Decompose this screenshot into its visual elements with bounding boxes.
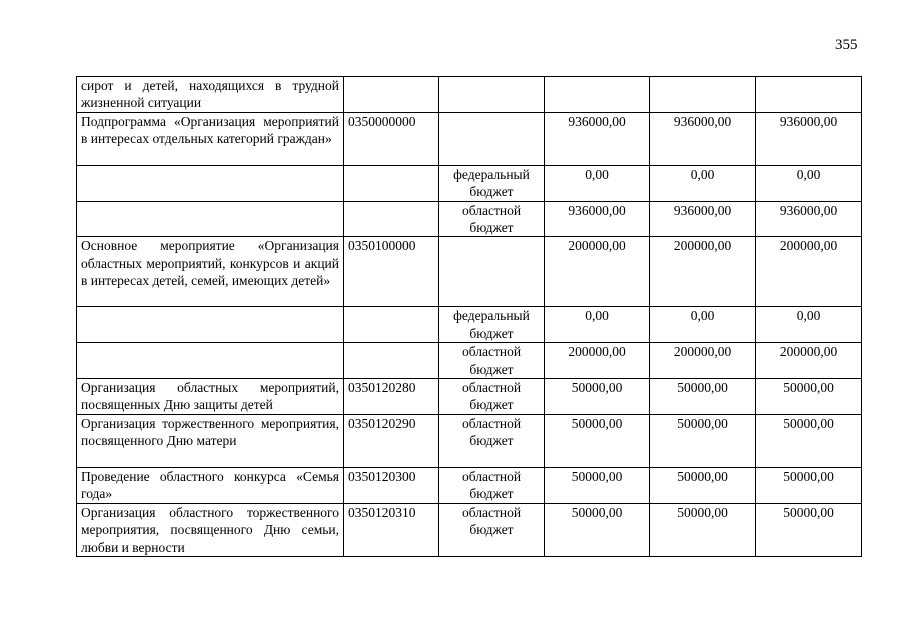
program-name-cell <box>77 165 344 201</box>
budget-table <box>76 76 862 557</box>
table-row <box>77 201 862 237</box>
amount-year2-cell: 936000,00 <box>650 112 756 165</box>
table-row <box>77 467 862 503</box>
target-code-cell: 0350120300 <box>344 467 439 503</box>
amount-year2-cell: 0,00 <box>650 307 756 343</box>
program-name-cell: сирот и детей, находящихся в трудной жизненной ситуации <box>77 77 344 113</box>
program-name-cell <box>77 343 344 379</box>
funding-source-cell: областной бюджет <box>439 414 545 467</box>
amount-year2-cell: 50000,00 <box>650 467 756 503</box>
amount-year3-cell: 200000,00 <box>756 343 862 379</box>
amount-year3-cell: 0,00 <box>756 165 862 201</box>
target-code-cell <box>344 307 439 343</box>
target-code-cell <box>344 201 439 237</box>
program-name-cell: Подпрограмма «Организация мероприятий в интересах отдельных категорий граждан» <box>77 112 344 165</box>
table-row <box>77 379 862 415</box>
table-row <box>77 77 862 113</box>
table-row <box>77 112 862 165</box>
amount-year1-cell <box>545 77 650 113</box>
table-row <box>77 237 862 307</box>
program-name-cell: Организация областных мероприятий, посвященных Дню защиты детей <box>77 379 344 415</box>
amount-year2-cell: 50000,00 <box>650 414 756 467</box>
table-row <box>77 307 862 343</box>
target-code-cell: 0350120310 <box>344 503 439 556</box>
amount-year1-cell: 50000,00 <box>545 503 650 556</box>
table-row <box>77 343 862 379</box>
amount-year1-cell: 200000,00 <box>545 237 650 307</box>
amount-year1-cell: 0,00 <box>545 307 650 343</box>
amount-year3-cell: 936000,00 <box>756 112 862 165</box>
funding-source-cell <box>439 112 545 165</box>
page-number: 355 <box>835 37 858 53</box>
target-code-cell: 0350120280 <box>344 379 439 415</box>
target-code-cell <box>344 343 439 379</box>
amount-year1-cell: 0,00 <box>545 165 650 201</box>
target-code-cell: 0350120290 <box>344 414 439 467</box>
amount-year3-cell: 50000,00 <box>756 414 862 467</box>
program-name-cell: Основное мероприятие «Организация областных мероприятий, конкурсов и акций в интересах детей, семей, имеющих детей» <box>77 237 344 307</box>
amount-year2-cell: 50000,00 <box>650 503 756 556</box>
funding-source-cell: областной бюджет <box>439 343 545 379</box>
target-code-cell: 0350100000 <box>344 237 439 307</box>
table-row <box>77 414 862 467</box>
funding-source-cell: областной бюджет <box>439 503 545 556</box>
amount-year3-cell: 0,00 <box>756 307 862 343</box>
funding-source-cell <box>439 77 545 113</box>
program-name-cell <box>77 307 344 343</box>
amount-year1-cell: 200000,00 <box>545 343 650 379</box>
amount-year1-cell: 50000,00 <box>545 467 650 503</box>
amount-year3-cell: 50000,00 <box>756 379 862 415</box>
program-name-cell: Проведение областного конкурса «Семья года» <box>77 467 344 503</box>
funding-source-cell: областной бюджет <box>439 379 545 415</box>
target-code-cell <box>344 77 439 113</box>
funding-source-cell <box>439 237 545 307</box>
funding-source-cell: областной бюджет <box>439 201 545 237</box>
amount-year1-cell: 936000,00 <box>545 112 650 165</box>
amount-year3-cell <box>756 77 862 113</box>
table-row <box>77 165 862 201</box>
amount-year2-cell: 50000,00 <box>650 379 756 415</box>
funding-source-cell: федеральный бюджет <box>439 165 545 201</box>
amount-year1-cell: 50000,00 <box>545 379 650 415</box>
amount-year3-cell: 200000,00 <box>756 237 862 307</box>
target-code-cell <box>344 165 439 201</box>
amount-year1-cell: 50000,00 <box>545 414 650 467</box>
program-name-cell <box>77 201 344 237</box>
amount-year2-cell: 0,00 <box>650 165 756 201</box>
amount-year2-cell: 200000,00 <box>650 343 756 379</box>
amount-year3-cell: 50000,00 <box>756 467 862 503</box>
amount-year1-cell: 936000,00 <box>545 201 650 237</box>
program-name-cell: Организация областного торжественного мероприятия, посвященного Дню семьи, любви и верности <box>77 503 344 556</box>
amount-year3-cell: 936000,00 <box>756 201 862 237</box>
funding-source-cell: федеральный бюджет <box>439 307 545 343</box>
amount-year2-cell: 200000,00 <box>650 237 756 307</box>
program-name-cell: Организация торжественного мероприятия, посвященного Дню матери <box>77 414 344 467</box>
amount-year3-cell: 50000,00 <box>756 503 862 556</box>
target-code-cell: 0350000000 <box>344 112 439 165</box>
funding-source-cell: областной бюджет <box>439 467 545 503</box>
table-row <box>77 503 862 556</box>
amount-year2-cell <box>650 77 756 113</box>
amount-year2-cell: 936000,00 <box>650 201 756 237</box>
